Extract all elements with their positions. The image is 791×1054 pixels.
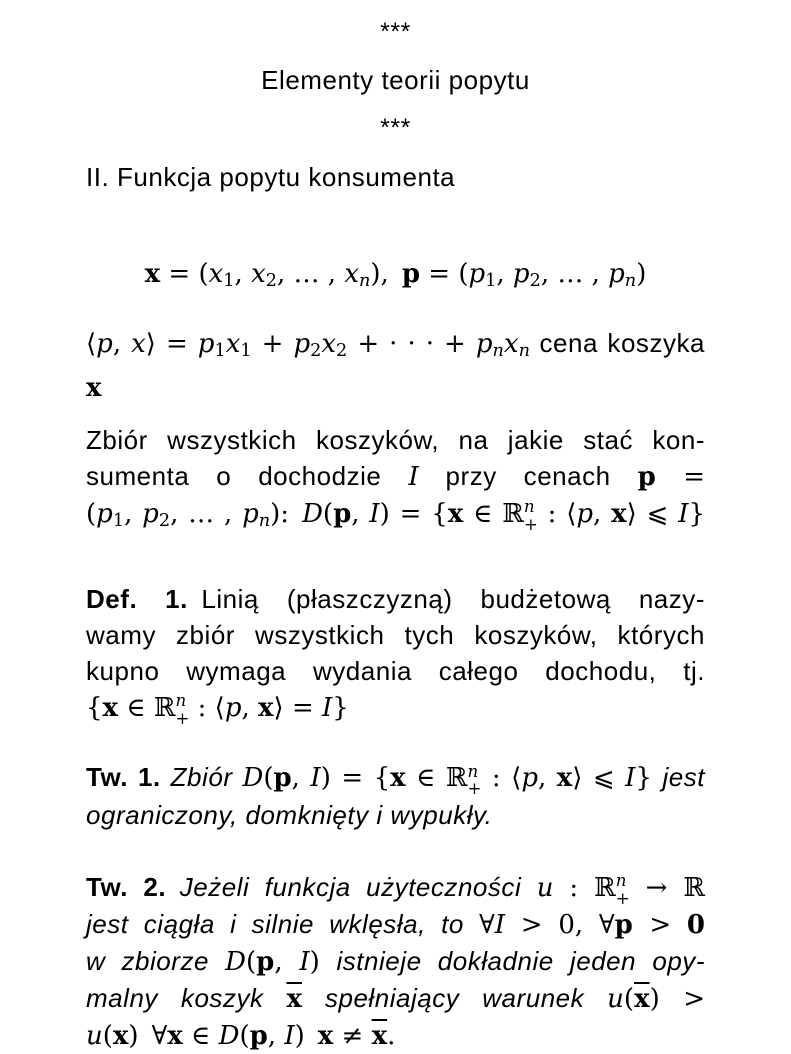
text-run: ≠ bbox=[333, 1021, 372, 1052]
text-run: ⟩ = bbox=[273, 692, 322, 723]
text-run: 2 bbox=[336, 340, 348, 361]
text-run: + · · · + bbox=[347, 328, 476, 359]
text-run: x bbox=[167, 1021, 183, 1052]
text-run: } bbox=[332, 692, 349, 723]
text-run: . bbox=[387, 1021, 396, 1052]
text-run: p bbox=[512, 259, 530, 289]
text-run bbox=[161, 762, 171, 792]
text-run: ⟩ ⩽ bbox=[626, 498, 679, 529]
text-run: p bbox=[256, 947, 275, 978]
text-run: = ( bbox=[420, 259, 469, 289]
text-run: , bbox=[351, 498, 370, 529]
text-run: p bbox=[608, 259, 625, 289]
text-run: ) bbox=[309, 947, 337, 978]
text-run: ( bbox=[623, 984, 635, 1015]
text-run: } bbox=[635, 763, 663, 794]
text-run: x bbox=[317, 1021, 334, 1052]
text-run: p bbox=[333, 498, 352, 529]
tw1-line-2 bbox=[86, 797, 705, 833]
text-run: , bbox=[274, 947, 300, 978]
text-run: x bbox=[611, 498, 627, 529]
text-run: + bbox=[251, 328, 294, 359]
text-run: x bbox=[344, 259, 359, 289]
text-run: Zbiór wszystkich koszyków, na jakie stać kon- bbox=[86, 424, 705, 455]
text-run: x bbox=[131, 328, 146, 359]
text-run: : bbox=[553, 872, 595, 903]
text-run: 2 bbox=[310, 340, 322, 361]
text-run: ) bbox=[294, 1021, 318, 1052]
r-plus-power-n-symbol: ℝ n + bbox=[445, 761, 482, 799]
text-run: , … , bbox=[540, 259, 609, 289]
text-run: ), bbox=[370, 259, 402, 289]
tw1-line-1 bbox=[86, 759, 705, 797]
text-run: p bbox=[197, 328, 215, 359]
r-plus-power-n-symbol: ℝ n + bbox=[502, 497, 538, 534]
text-run: , bbox=[234, 259, 252, 289]
text-run: , bbox=[112, 328, 132, 359]
text-run: ⟨ bbox=[86, 328, 97, 359]
r-plus-power-n-symbol: ℝ n + bbox=[153, 691, 190, 728]
text-run: p bbox=[96, 328, 113, 359]
text-run: 2 bbox=[158, 510, 171, 531]
text-run: x bbox=[102, 692, 119, 723]
text-run: , bbox=[496, 259, 513, 289]
text-run: jest ciągła i silnie wklęsła, to bbox=[86, 909, 480, 940]
text-run: x bbox=[112, 1021, 129, 1052]
text-run: ) = { bbox=[320, 763, 391, 794]
text-run: 1 bbox=[214, 340, 226, 361]
math-basket-price-line bbox=[86, 325, 705, 406]
text-run: : ⟨ bbox=[481, 763, 522, 794]
text-run: x bbox=[556, 763, 573, 794]
text-run: = bbox=[655, 461, 705, 492]
text-run: Tw. 1. bbox=[86, 762, 161, 793]
tw2-line-4 bbox=[86, 980, 705, 1017]
text-run: wamy zbiór wszystkich tych koszyków, których bbox=[86, 619, 705, 650]
text-run: p bbox=[614, 910, 650, 941]
def1-line-1 bbox=[86, 581, 705, 617]
text-run: I bbox=[322, 692, 333, 723]
text-run: istnieje dokładnie jeden opy- bbox=[336, 946, 705, 977]
text-run: cena koszyka bbox=[529, 327, 705, 358]
text-run: ) bbox=[128, 1021, 152, 1052]
text-run: p bbox=[521, 763, 538, 794]
text-run: x bbox=[86, 372, 102, 403]
text-run: x bbox=[208, 259, 224, 289]
text-run: = ( bbox=[160, 259, 209, 289]
text-run: p bbox=[475, 328, 493, 359]
text-run: p bbox=[637, 461, 656, 492]
text-run: ∈ bbox=[463, 498, 503, 529]
budget-set-line-2 bbox=[86, 458, 705, 495]
text-run bbox=[166, 872, 180, 902]
text-run: : ⟨ bbox=[537, 498, 577, 529]
text-run: ( bbox=[102, 1021, 113, 1052]
budget-set-line-3 bbox=[86, 495, 705, 539]
text-run: malny koszyk bbox=[86, 983, 287, 1014]
text-run: ) = { bbox=[379, 498, 448, 529]
text-run: n bbox=[492, 340, 504, 361]
text-run: 1 bbox=[223, 270, 235, 291]
text-run: ⟩ = bbox=[145, 328, 198, 359]
text-run: p bbox=[273, 763, 292, 794]
text-run: I bbox=[284, 1021, 295, 1052]
text-run: ( bbox=[86, 498, 97, 529]
text-run: x bbox=[390, 763, 406, 794]
text-run: Linią (płaszczyzną) budżetową nazy- bbox=[187, 583, 706, 614]
text-run: → ℝ bbox=[629, 872, 705, 903]
text-run: ∈ bbox=[118, 692, 154, 723]
text-run: I bbox=[310, 763, 321, 794]
text-run: 2 bbox=[265, 270, 277, 291]
page-title: Elementy teorii popytu bbox=[261, 65, 530, 95]
text-run: Zbiór bbox=[170, 762, 243, 793]
text-run: x bbox=[447, 498, 464, 529]
text-run: x bbox=[251, 259, 266, 289]
text-run: D bbox=[302, 498, 323, 529]
text-run: $\overline{x}$ bbox=[634, 984, 650, 1015]
theorem-1-block bbox=[86, 759, 705, 833]
text-run: ∀ bbox=[598, 910, 615, 941]
text-run: ( bbox=[246, 947, 257, 978]
tw2-line-5 bbox=[86, 1017, 705, 1054]
text-run: I bbox=[408, 461, 419, 492]
text-run: n bbox=[518, 340, 530, 361]
text-run: ograniczony, domknięty i wypukły. bbox=[86, 799, 493, 830]
text-run: 1 bbox=[112, 510, 125, 531]
text-run: ) bbox=[636, 259, 647, 289]
text-run: 0 bbox=[686, 910, 705, 941]
text-run: ∀ bbox=[479, 910, 495, 941]
text-run: > 0, bbox=[520, 910, 599, 941]
text-run: I bbox=[299, 947, 310, 978]
text-run: ⟩ ⩽ bbox=[572, 763, 626, 794]
text-run: ∈ bbox=[182, 1021, 219, 1052]
text-run: , … , bbox=[277, 259, 345, 289]
text-run: : ⟨ bbox=[189, 692, 225, 723]
text-run: Tw. 2. bbox=[86, 871, 167, 902]
text-run: 1 bbox=[240, 340, 252, 361]
text-run: p bbox=[96, 498, 113, 529]
text-run: p bbox=[401, 259, 420, 289]
section-heading: II. Funkcja popytu konsumenta bbox=[86, 162, 456, 192]
decorative-stars-top: *** bbox=[380, 18, 411, 46]
text-run: , bbox=[593, 498, 612, 529]
text-run: D bbox=[242, 763, 264, 794]
text-run: p bbox=[293, 328, 311, 359]
text-run: , bbox=[537, 763, 557, 794]
text-run: 1 bbox=[485, 270, 497, 291]
text-run: ( bbox=[263, 763, 274, 794]
text-run: , … , bbox=[170, 498, 243, 529]
text-run: , bbox=[267, 1021, 285, 1052]
def1-line-4 bbox=[86, 689, 705, 727]
text-run: $\overline{x}$ bbox=[286, 984, 302, 1015]
text-run: x bbox=[321, 328, 337, 359]
text-run: p bbox=[142, 498, 159, 529]
text-run: x bbox=[258, 692, 274, 723]
text-run: x bbox=[144, 259, 161, 289]
text-run: n bbox=[624, 270, 637, 291]
tw2-line-2 bbox=[86, 906, 705, 943]
text-run: , bbox=[291, 763, 311, 794]
text-run: ): bbox=[270, 498, 303, 529]
text-run: x bbox=[503, 328, 519, 359]
text-run: I bbox=[369, 498, 380, 529]
text-run: D bbox=[218, 1021, 240, 1052]
def1-line-3 bbox=[86, 653, 705, 689]
text-run: p bbox=[576, 498, 594, 529]
text-run: } bbox=[688, 498, 706, 529]
text-run: 2 bbox=[529, 270, 541, 291]
tw2-line-3 bbox=[86, 943, 705, 980]
text-run: p bbox=[249, 1021, 268, 1052]
decorative-stars-bottom: *** bbox=[380, 114, 411, 142]
text-run: > bbox=[649, 910, 687, 941]
theorem-2-block bbox=[86, 869, 705, 1054]
text-run: n bbox=[359, 270, 371, 291]
def1-line-2 bbox=[86, 617, 705, 653]
text-run: u bbox=[607, 984, 624, 1015]
text-run: , bbox=[124, 498, 143, 529]
text-run: u bbox=[86, 1021, 103, 1052]
text-run: ( bbox=[322, 498, 334, 529]
text-run: D bbox=[225, 947, 246, 978]
text-run: I bbox=[678, 498, 689, 529]
paragraph-budget-set bbox=[86, 422, 705, 539]
budget-set-line-1 bbox=[86, 422, 705, 458]
text-run: ) > bbox=[649, 984, 705, 1015]
text-run: p bbox=[242, 498, 259, 529]
text-run: ∀ bbox=[151, 1021, 168, 1052]
text-run: $\overline{x}$ bbox=[371, 1021, 388, 1052]
text-run: I bbox=[494, 910, 521, 941]
text-run: p bbox=[468, 259, 486, 289]
text-run: spełniający warunek bbox=[301, 983, 608, 1014]
text-run: kupno wymaga wydania całego dochodu, tj. bbox=[86, 655, 705, 686]
text-run: p bbox=[224, 692, 242, 723]
text-run: x bbox=[225, 328, 241, 359]
text-run: w zbiorze bbox=[86, 946, 226, 977]
text-run: , bbox=[241, 692, 259, 723]
text-run: u bbox=[536, 872, 554, 903]
r-plus-power-n-symbol: ℝ n + bbox=[594, 871, 630, 908]
text-run: n bbox=[258, 510, 271, 531]
text-run: jest bbox=[662, 762, 705, 793]
text-run: I bbox=[625, 763, 636, 794]
text-run: { bbox=[86, 692, 103, 723]
text-run: Jeżeli funkcja użyteczności bbox=[179, 871, 537, 902]
text-run: przy cenach bbox=[418, 460, 638, 491]
definition-1-block bbox=[86, 581, 705, 727]
text-run: Def. 1. bbox=[86, 583, 188, 614]
tw2-line-1 bbox=[86, 869, 705, 907]
math-vectors-definition-line bbox=[86, 255, 705, 299]
text-run: ( bbox=[239, 1021, 250, 1052]
text-run: ∈ bbox=[405, 763, 446, 794]
text-run: sumenta o dochodzie bbox=[86, 460, 409, 491]
